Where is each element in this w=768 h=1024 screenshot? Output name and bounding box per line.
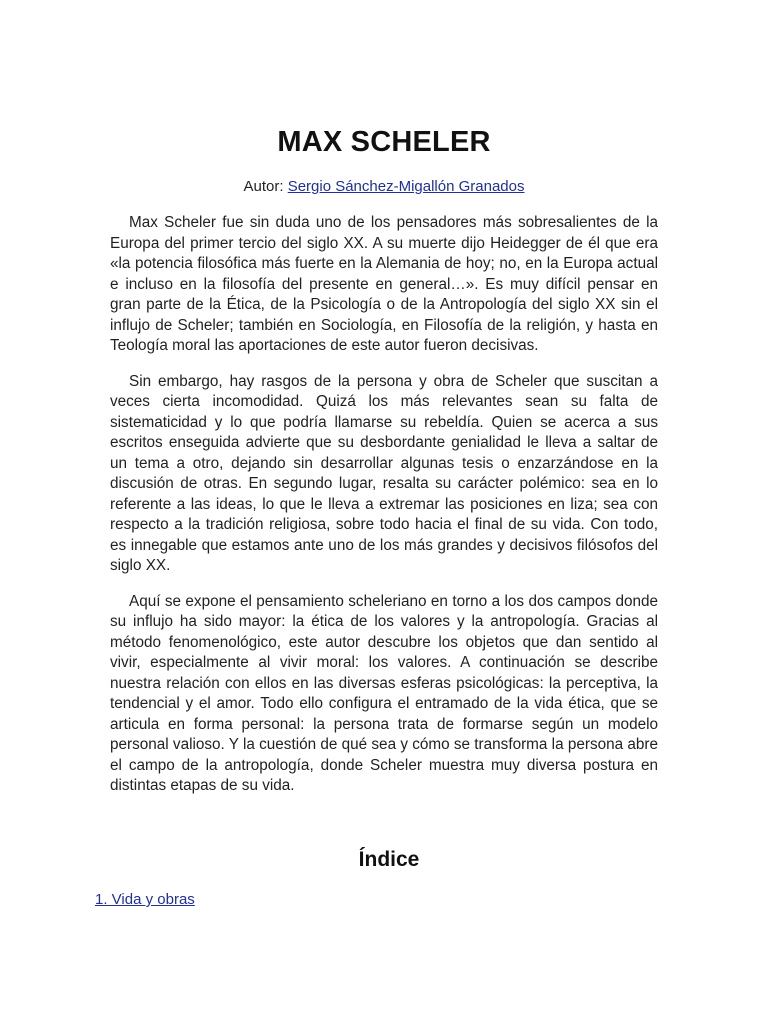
author-line xyxy=(0,178,768,195)
toc-link-vida-y-obras[interactable]: 1. Vida y obras xyxy=(95,891,195,908)
document-title: MAX SCHELER xyxy=(277,126,491,158)
body-text xyxy=(110,213,658,812)
paragraph-2: Sin embargo, hay rasgos de la persona y obra de Scheler que suscitan a veces cierta incomodidad. Quizá los más relevantes sean su falta de sistematicidad y lo que podría llamarse su rebeldía. Quien se acerca a sus escritos enseguida advierte que su desbordante genialidad le lleva a saltar de un tema a otro, dejando sin desarrollar algunas tesis o enzarzándose en la discusión de otras. En segundo lugar, resalta su carácter polémico: sea en lo referente a las ideas, lo que le lleva a extremar las posiciones en liza; sea con respecto a la tradición religiosa, sobre todo hacia el final de su vida. Con todo, es innegable que estamos ante uno de los más grandes y decisivos filósofos del siglo XX. xyxy=(110,372,658,574)
author-link[interactable]: Sergio Sánchez-Migallón Granados xyxy=(287,178,525,195)
index-heading: Índice xyxy=(358,848,420,871)
paragraph-1: Max Scheler fue sin duda uno de los pensadores más sobresalientes de la Europa del primer tercio del siglo XX. A su muerte dijo Heidegger de él que era «la potencia filosófica más fuerte en la Alemania de hoy; no, en la Europa actual e incluso en la filosofía del presente en general…». Es muy difícil pensar en gran parte de la Ética, de la Psicología o de la Antropología del siglo XX sin el influjo de Scheler; también en Sociología, en Filosofía de la religión, y hasta en Teología moral las aportaciones de este autor fueron decisivas. xyxy=(110,214,658,354)
author-prefix: Autor: xyxy=(243,178,288,195)
paragraph-3: Aquí se expone el pensamiento scheleriano en torno a los dos campos donde su influjo ha sido mayor: la ética de los valores y la antropología. Gracias al método fenomenológico, este autor descubre los objetos que dan sentido al vivir, especialmente al vivir moral: los valores. A continuación se describe nuestra relación con ellos en las diversas esferas psicológicas: la perceptiva, la tendencial y el amor. Todo ello configura el entramado de la vida ética, que se articula en forma personal: la persona trata de formarse según un modelo personal valioso. Y la cuestión de qué sea y cómo se transforma la persona abre el campo de la antropología, donde Scheler muestra muy diversa postura en distintas etapas de su vida. xyxy=(110,592,658,794)
